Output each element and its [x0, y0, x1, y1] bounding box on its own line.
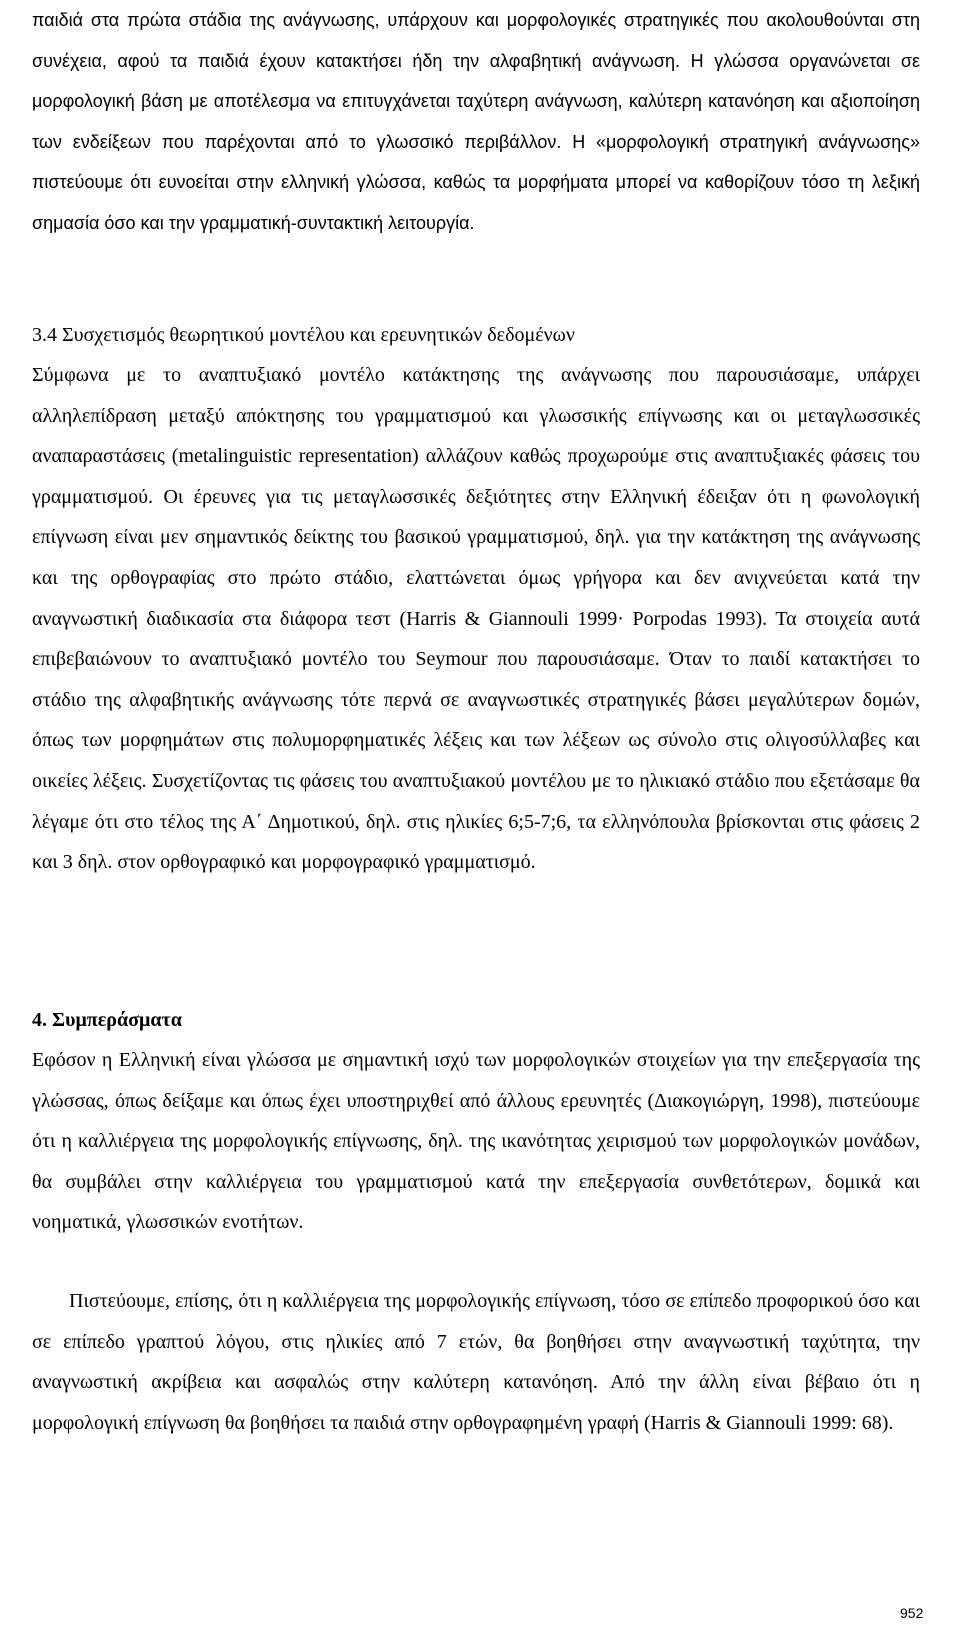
section-heading-3-4: 3.4 Συσχετισμός θεωρητικού μοντέλου και ερευνητικών δεδομένων	[32, 324, 575, 346]
page-number: 952	[900, 1605, 924, 1621]
section-4-number: 4.	[32, 1009, 47, 1031]
section-4-title: Συμπεράσματα	[52, 1009, 182, 1031]
paragraph-conclusions-1: Εφόσον η Ελληνική είναι γλώσσα με σημαντική ισχύ των μορφολογικών στοιχείων για την επεξεργασία της γλώσσας, όπως δείξαμε και όπως έχει υποστηριχθεί από άλλους ερευνητές (Διακογιώργη, 1998), πιστεύουμε ότι η καλλιέργεια της μορφολογικής επίγνωσης, δηλ. της ικανότητας χειρισμού των μορφολογικών μονάδων, θα συμβάλει στην καλλιέργεια του γραμματισμού κατά την επεξεργασία συνθετότερων, δομικά και νοηματικά, γλωσσικών ενοτήτων.	[32, 1049, 920, 1234]
paragraph-conclusions-2: Πιστεύουμε, επίσης, ότι η καλλιέργεια της μορφολογικής επίγνωση, τόσο σε επίπεδο προφορικού όσο και σε επίπεδο γραπτού λόγου, στις ηλικίες από 7 ετών, θα βοηθήσει στην αναγνωστική ταχύτητα, την αναγνωστική ακρίβεια και ασφαλώς στην καλύτερη κατανόηση. Από την άλλη είναι βέβαιο ότι η μορφολογική επίγνωση θα βοηθήσει τα παιδιά στην ορθογραφημένη γραφή (Harris & Giannouli 1999: 68).	[32, 1290, 920, 1434]
section-heading-4	[32, 1000, 182, 1041]
paragraph-correlation: Σύμφωνα με το αναπτυξιακό μοντέλο κατάκτησης της ανάγνωσης που παρουσιάσαμε, υπάρχει αλληλεπίδραση μεταξύ απόκτησης του γραμματισμού και γλωσσικής επίγνωσης και οι μεταγλωσσικές αναπαραστάσεις (metalinguistic representation) αλλάζουν καθώς προχωρούμε στις αναπτυξιακές φάσεις του γραμματισμού. Οι έρευνες για τις μεταγλωσσικές δεξιότητες στην Ελληνική έδειξαν ότι η φωνολογική επίγνωση είναι μεν σημαντικός δείκτης του βασικού γραμματισμού, δηλ. για την κατάκτηση της ανάγνωσης και της ορθογραφίας στο πρώτο στάδιο, ελαττώνεται όμως γρήγορα και δεν ανιχνεύεται κατά την αναγνωστική διαδικασία στα διάφορα τεστ (Harris & Giannouli 1999· Porpodas 1993). Τα στοιχεία αυτά επιβεβαιώνουν το αναπτυξιακό μοντέλο του Seymour που παρουσιάσαμε. Όταν το παιδί κατακτήσει το στάδιο της αλφαβητικής ανάγνωσης τότε περνά σε αναγνωστικές στρατηγικές βάσει μεγαλύτερων δομών, όπως των μορφημάτων στις πολυμορφηματικές λέξεις και των λέξεων ως σύνολο στις ολιγοσύλλαβες και οικείες λέξεις. Συσχετίζοντας τις φάσεις του αναπτυξιακού μοντέλου με το ηλικιακό στάδιο που εξετάσαμε θα λέγαμε ότι στο τέλος της Α΄ Δημοτικού, δηλ. στις ηλικίες 6;5-7;6, τα ελληνόπουλα βρίσκονται στις φάσεις 2 και 3 δηλ. στον ορθογραφικό και μορφογραφικό γραμματισμό.	[32, 364, 920, 874]
paragraph-morphology-strategies: παιδιά στα πρώτα στάδια της ανάγνωσης, υπάρχουν και μορφολογικές στρατηγικές που ακολουθούνται στη συνέχεια, αφού τα παιδιά έχουν κατακτήσει ήδη την αλφαβητική ανάγνωση. Η γλώσσα οργανώνεται σε μορφολογική βάση με αποτέλεσμα να επιτυγχάνεται ταχύτερη ανάγνωση, καλύτερη κατανόηση και αξιοποίηση των ενδείξεων που παρέχονται από το γλωσσικό περιβάλλον. Η «μορφολογική στρατηγική ανάγνωσης» πιστεύουμε ότι ευνοείται στην ελληνική γλώσσα, καθώς τα μορφήματα μπορεί να καθορίζουν τόσο τη λεξική σημασία όσο και την γραμματική-συντακτική λειτουργία.	[32, 10, 920, 233]
